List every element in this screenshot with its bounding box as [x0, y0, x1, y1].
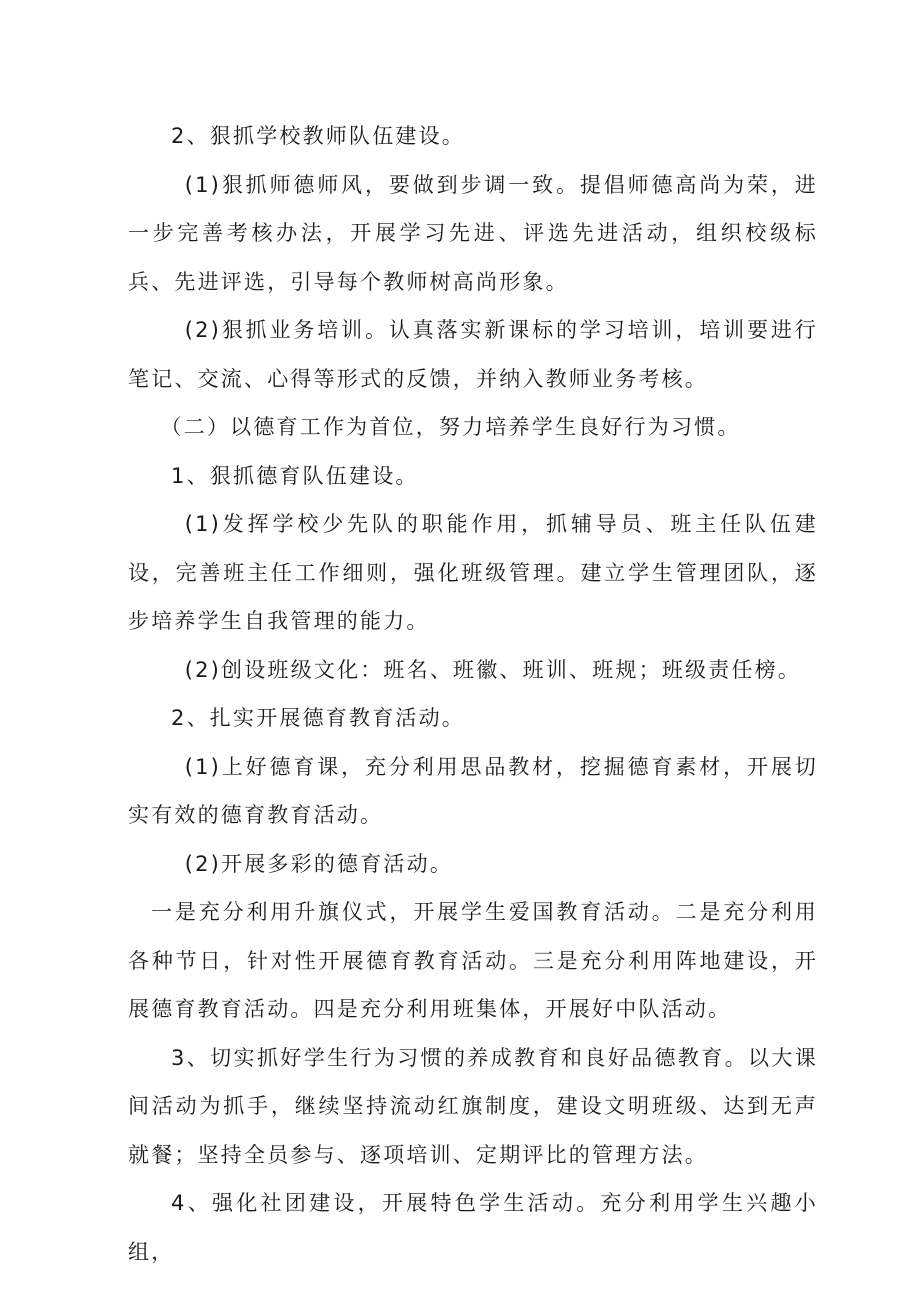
paragraph-behavior-habits: 3、切实抓好学生行为习惯的养成教育和良好品德教育。以大课间活动为抓手，继续坚持流动红旗制度，建设文明班级、达到无声就餐；坚持全员参与、逐项培训、定期评比的管理方法。 [128, 1045, 818, 1167]
paragraph-teacher-ethics: (1)狠抓师德师风，要做到步调一致。提倡师德高尚为荣，进一步完善考核办法，开展学习先进、评选先进活动，组织校级标兵、先进评选，引导每个教师树高尚形象。 [128, 172, 818, 294]
paragraph-colorful-activities: (2)开展多彩的德育活动。 [184, 851, 454, 876]
paragraph-moral-class: (1)上好德育课，充分利用思品教材，挖掘德育素材，开展切实有效的德育教育活动。 [128, 754, 818, 827]
paragraph-section-moral-education: （二）以德育工作为首位，努力培养学生良好行为习惯。 [160, 415, 741, 439]
paragraph-young-pioneers: (1)发挥学校少先队的职能作用，抓辅导员、班主任队伍建设，完善班主任工作细则，强化班级管理。建立学生管理团队，逐步培养学生自我管理的能力。 [128, 512, 818, 633]
paragraph-heading-moral-activities: 2、扎实开展德育教育活动。 [171, 706, 466, 730]
paragraph-class-culture: (2)创设班级文化：班名、班徽、班训、班规；班级责任榜。 [184, 657, 802, 682]
paragraph-four-ways: 一是充分利用升旗仪式，开展学生爱国教育活动。二是充分利用各种节日，针对性开展德育教育活动。三是充分利用阵地建设，开展德育教育活动。四是充分利用班集体，开展好中队活动。 [128, 900, 818, 1021]
paragraph-business-training: (2)狠抓业务培训。认真落实新课标的学习培训，培训要进行笔记、交流、心得等形式的反馈，并纳入教师业务考核。 [128, 318, 818, 391]
document-body [128, 112, 818, 1276]
paragraph-club-building: 4、强化社团建设，开展特色学生活动。充分利用学生兴趣小组， [128, 1191, 818, 1264]
paragraph-heading-teacher-team: 2、狠抓学校教师队伍建设。 [171, 124, 466, 148]
paragraph-heading-moral-team: 1、狠抓德育队伍建设。 [171, 463, 419, 488]
